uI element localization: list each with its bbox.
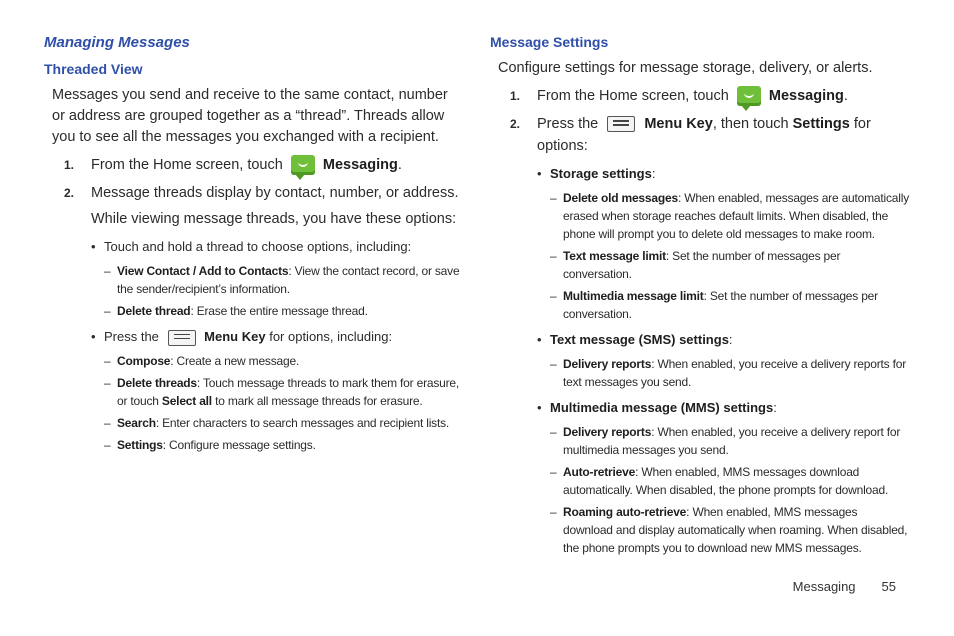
step-text: Press the (537, 116, 599, 132)
page-footer (793, 579, 896, 594)
option-item: – Delete threads: Touch message threads to mark them for erasure, or touch Select all to mark all message threads for erasure. (104, 376, 460, 408)
messaging-icon (737, 86, 761, 106)
step-post: . (843, 88, 848, 104)
page-number: 55 (881, 579, 896, 594)
step-mid: , then touch (712, 116, 789, 132)
subsection-title: Threaded View (44, 61, 143, 77)
step-2-sub: While viewing message threads, you have these options: (91, 211, 457, 227)
bullet-text: Touch and hold a thread to choose options, including: (104, 239, 412, 254)
footer-section: Messaging (792, 579, 856, 594)
bullet-text: Press the (104, 329, 159, 344)
option-item: – View Contact / Add to Contacts: View the contact record, or save the sender/recipient’s information. (104, 264, 460, 296)
option-item: – Compose: Create a new message. (104, 354, 300, 368)
step-bold: Messaging (768, 88, 844, 104)
settings-intro: Configure settings for message storage, delivery, or alerts. (498, 60, 873, 76)
step-post: . (397, 157, 402, 173)
option-item: – Delete old messages: When enabled, messages are automatically erased when storage reaches default limits. When disabled, the phone will prompt you to delete old messages to make room. (550, 191, 909, 241)
left-column (44, 34, 464, 458)
right-column (490, 34, 910, 561)
option-item: – Delivery reports: When enabled, you receive a delivery reports for text messages you send. (550, 357, 906, 389)
option-item: – Delivery reports: When enabled, you receive a delivery report for multimedia messages you send. (550, 425, 901, 457)
step-2 (510, 113, 910, 157)
bullet-storage: • Storage settings: (537, 166, 656, 181)
bullet-bold: Menu Key (204, 329, 266, 344)
option-item: – Text message limit: Set the number of messages per conversation. (550, 249, 841, 281)
step-text: From the Home screen, touch (91, 157, 283, 173)
settings-title: Message Settings (490, 34, 609, 50)
section-title: Managing Messages (44, 34, 190, 51)
step-2 (64, 182, 464, 204)
step-1 (64, 154, 464, 176)
option-item: – Auto-retrieve: When enabled, MMS messages download automatically. When disabled, the phone prompts for download. (550, 465, 889, 497)
option-item: – Multimedia message limit: Set the number of messages per conversation. (550, 289, 878, 321)
bullet-post: for options, including: (269, 329, 393, 344)
option-item: – Delete thread: Erase the entire message thread. (104, 304, 368, 318)
messaging-icon (291, 155, 315, 175)
step-number: 1. (64, 158, 75, 172)
step-post: for options: (537, 116, 871, 154)
menu-key-icon (168, 330, 196, 346)
option-item: – Search: Enter characters to search messages and recipient lists. (104, 416, 450, 430)
option-item: – Roaming auto-retrieve: When enabled, MMS messages download and display automatically when roaming. When disabled, the phone prompts you to download new MMS messages. (550, 505, 908, 555)
step-number: 2. (64, 186, 75, 200)
intro-paragraph: Messages you send and receive to the same contact, number or address are grouped together as a “thread”. Threads allow you to see all the messages you exchanged with a recipient. (52, 87, 448, 145)
step-bold: Messaging (322, 157, 398, 173)
menu-key-icon (607, 116, 635, 132)
step-bold: Menu Key (644, 116, 713, 132)
step-number: 2. (510, 117, 521, 131)
step-number: 1. (510, 89, 521, 103)
step-bold: Settings (792, 116, 850, 132)
option-item: – Settings: Configure message settings. (104, 438, 316, 452)
step-1 (510, 85, 910, 107)
bullet-menu-key: • Press the Menu Key for options, including: (91, 329, 393, 344)
bullet-sms: • Text message (SMS) settings: (537, 332, 733, 347)
step-text: From the Home screen, touch (537, 88, 729, 104)
bullet-touch-hold: • Touch and hold a thread to choose options, including: (91, 239, 412, 254)
step-text: Message threads display by contact, number, or address. (91, 185, 459, 201)
bullet-mms: • Multimedia message (MMS) settings: (537, 400, 777, 415)
